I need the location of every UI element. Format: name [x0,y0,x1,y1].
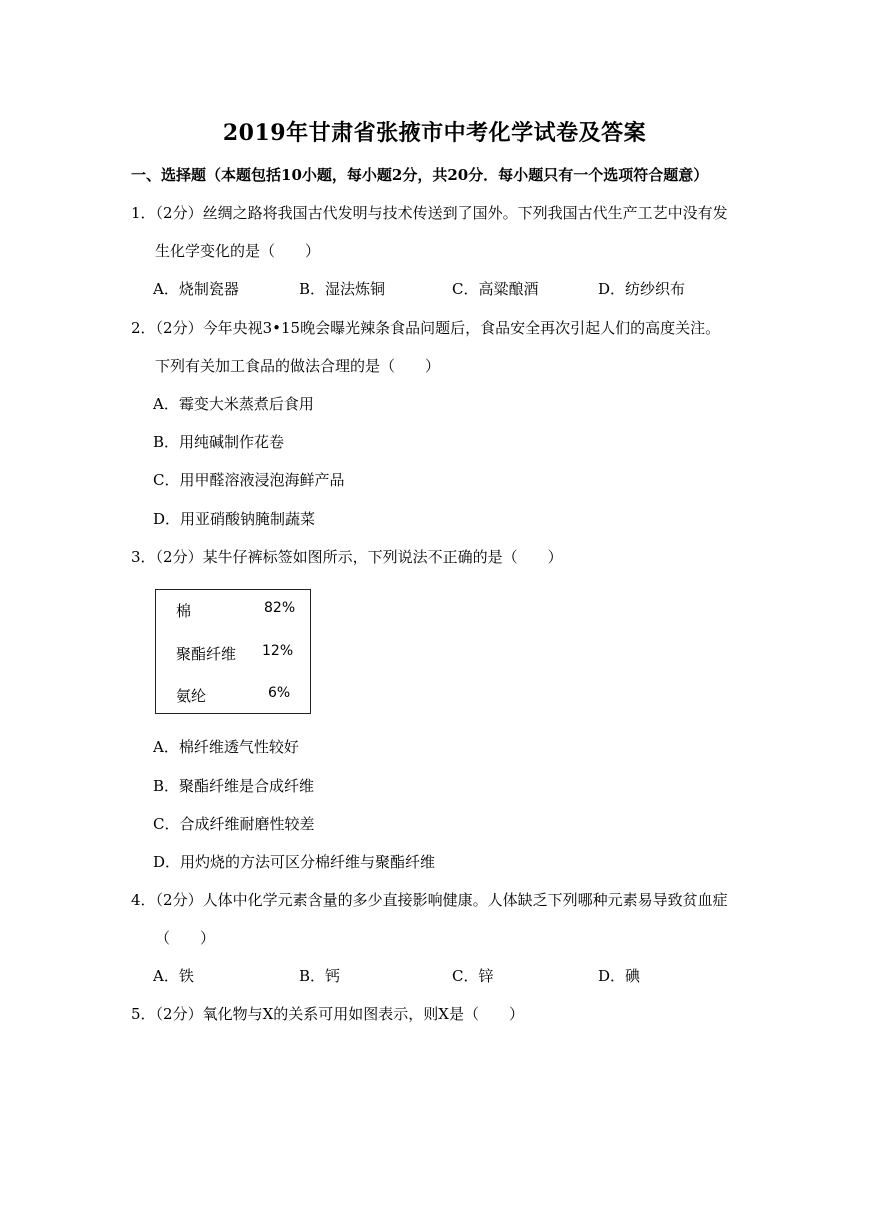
question-4-option-a: A．铁 [153,967,194,985]
question-2-option-c: C．用甲醛溶液浸泡海鲜产品 [153,471,345,489]
question-2-option-d: D．用亚硝酸钠腌制蔬菜 [153,510,316,528]
label-fiber-percent: 12% [262,643,294,659]
label-fiber-name: 氨纶 [176,687,207,705]
question-1-option-c: C．高粱酿酒 [452,280,539,298]
question-2-stem-line-1: 2．（2分）今年央视3•15晚会曝光辣条食品问题后，食品安全再次引起人们的高度关注。 [131,319,721,337]
question-3-stem-line-1: 3．（2分）某牛仔裤标签如图所示，下列说法不正确的是（ ） [131,548,563,566]
label-fiber-name: 聚酯纤维 [176,645,237,663]
question-3-option-c: C．合成纤维耐磨性较差 [153,815,315,833]
label-fiber-percent: 82% [264,600,296,616]
section-heading: 一、选择题（本题包括10小题，每小题2分，共20分．每小题只有一个选项符合题意） [131,166,709,184]
question-2-option-a: A．霉变大米蒸煮后食用 [153,395,314,413]
question-2-option-b: B．用纯碱制作花卷 [153,433,285,451]
question-4-option-d: D．碘 [598,967,641,985]
question-4-stem-line-2: （ ） [155,929,216,947]
question-1-option-b: B．湿法炼铜 [299,280,386,298]
question-4-option-b: B．钙 [299,967,341,985]
question-1-option-a: A．烧制瓷器 [153,280,239,298]
question-4-option-c: C．锌 [452,967,494,985]
label-fiber-percent: 6% [268,685,291,701]
garment-label-figure [155,589,311,714]
question-3-option-a: A．棉纤维透气性较好 [153,738,299,756]
question-4-stem-line-1: 4．（2分）人体中化学元素含量的多少直接影响健康。人体缺乏下列哪种元素易导致贫血症 [131,891,728,909]
question-1-option-d: D．纺纱织布 [598,280,686,298]
question-3-option-d: D．用灼烧的方法可区分棉纤维与聚酯纤维 [153,853,436,871]
question-5-stem-line-1: 5．（2分）氧化物与X的关系可用如图表示，则X是（ ） [131,1005,524,1023]
question-1-stem-line-1: 1．（2分）丝绸之路将我国古代发明与技术传送到了国外。下列我国古代生产工艺中没有发 [131,204,728,222]
question-1-stem-line-2: 生化学变化的是（ ） [155,242,321,260]
question-2-stem-line-2: 下列有关加工食品的做法合理的是（ ） [155,357,441,375]
exam-title: 2019年甘肃省张掖市中考化学试卷及答案 [222,120,647,146]
label-fiber-name: 棉 [176,602,192,620]
question-3-option-b: B．聚酯纤维是合成纤维 [153,777,315,795]
